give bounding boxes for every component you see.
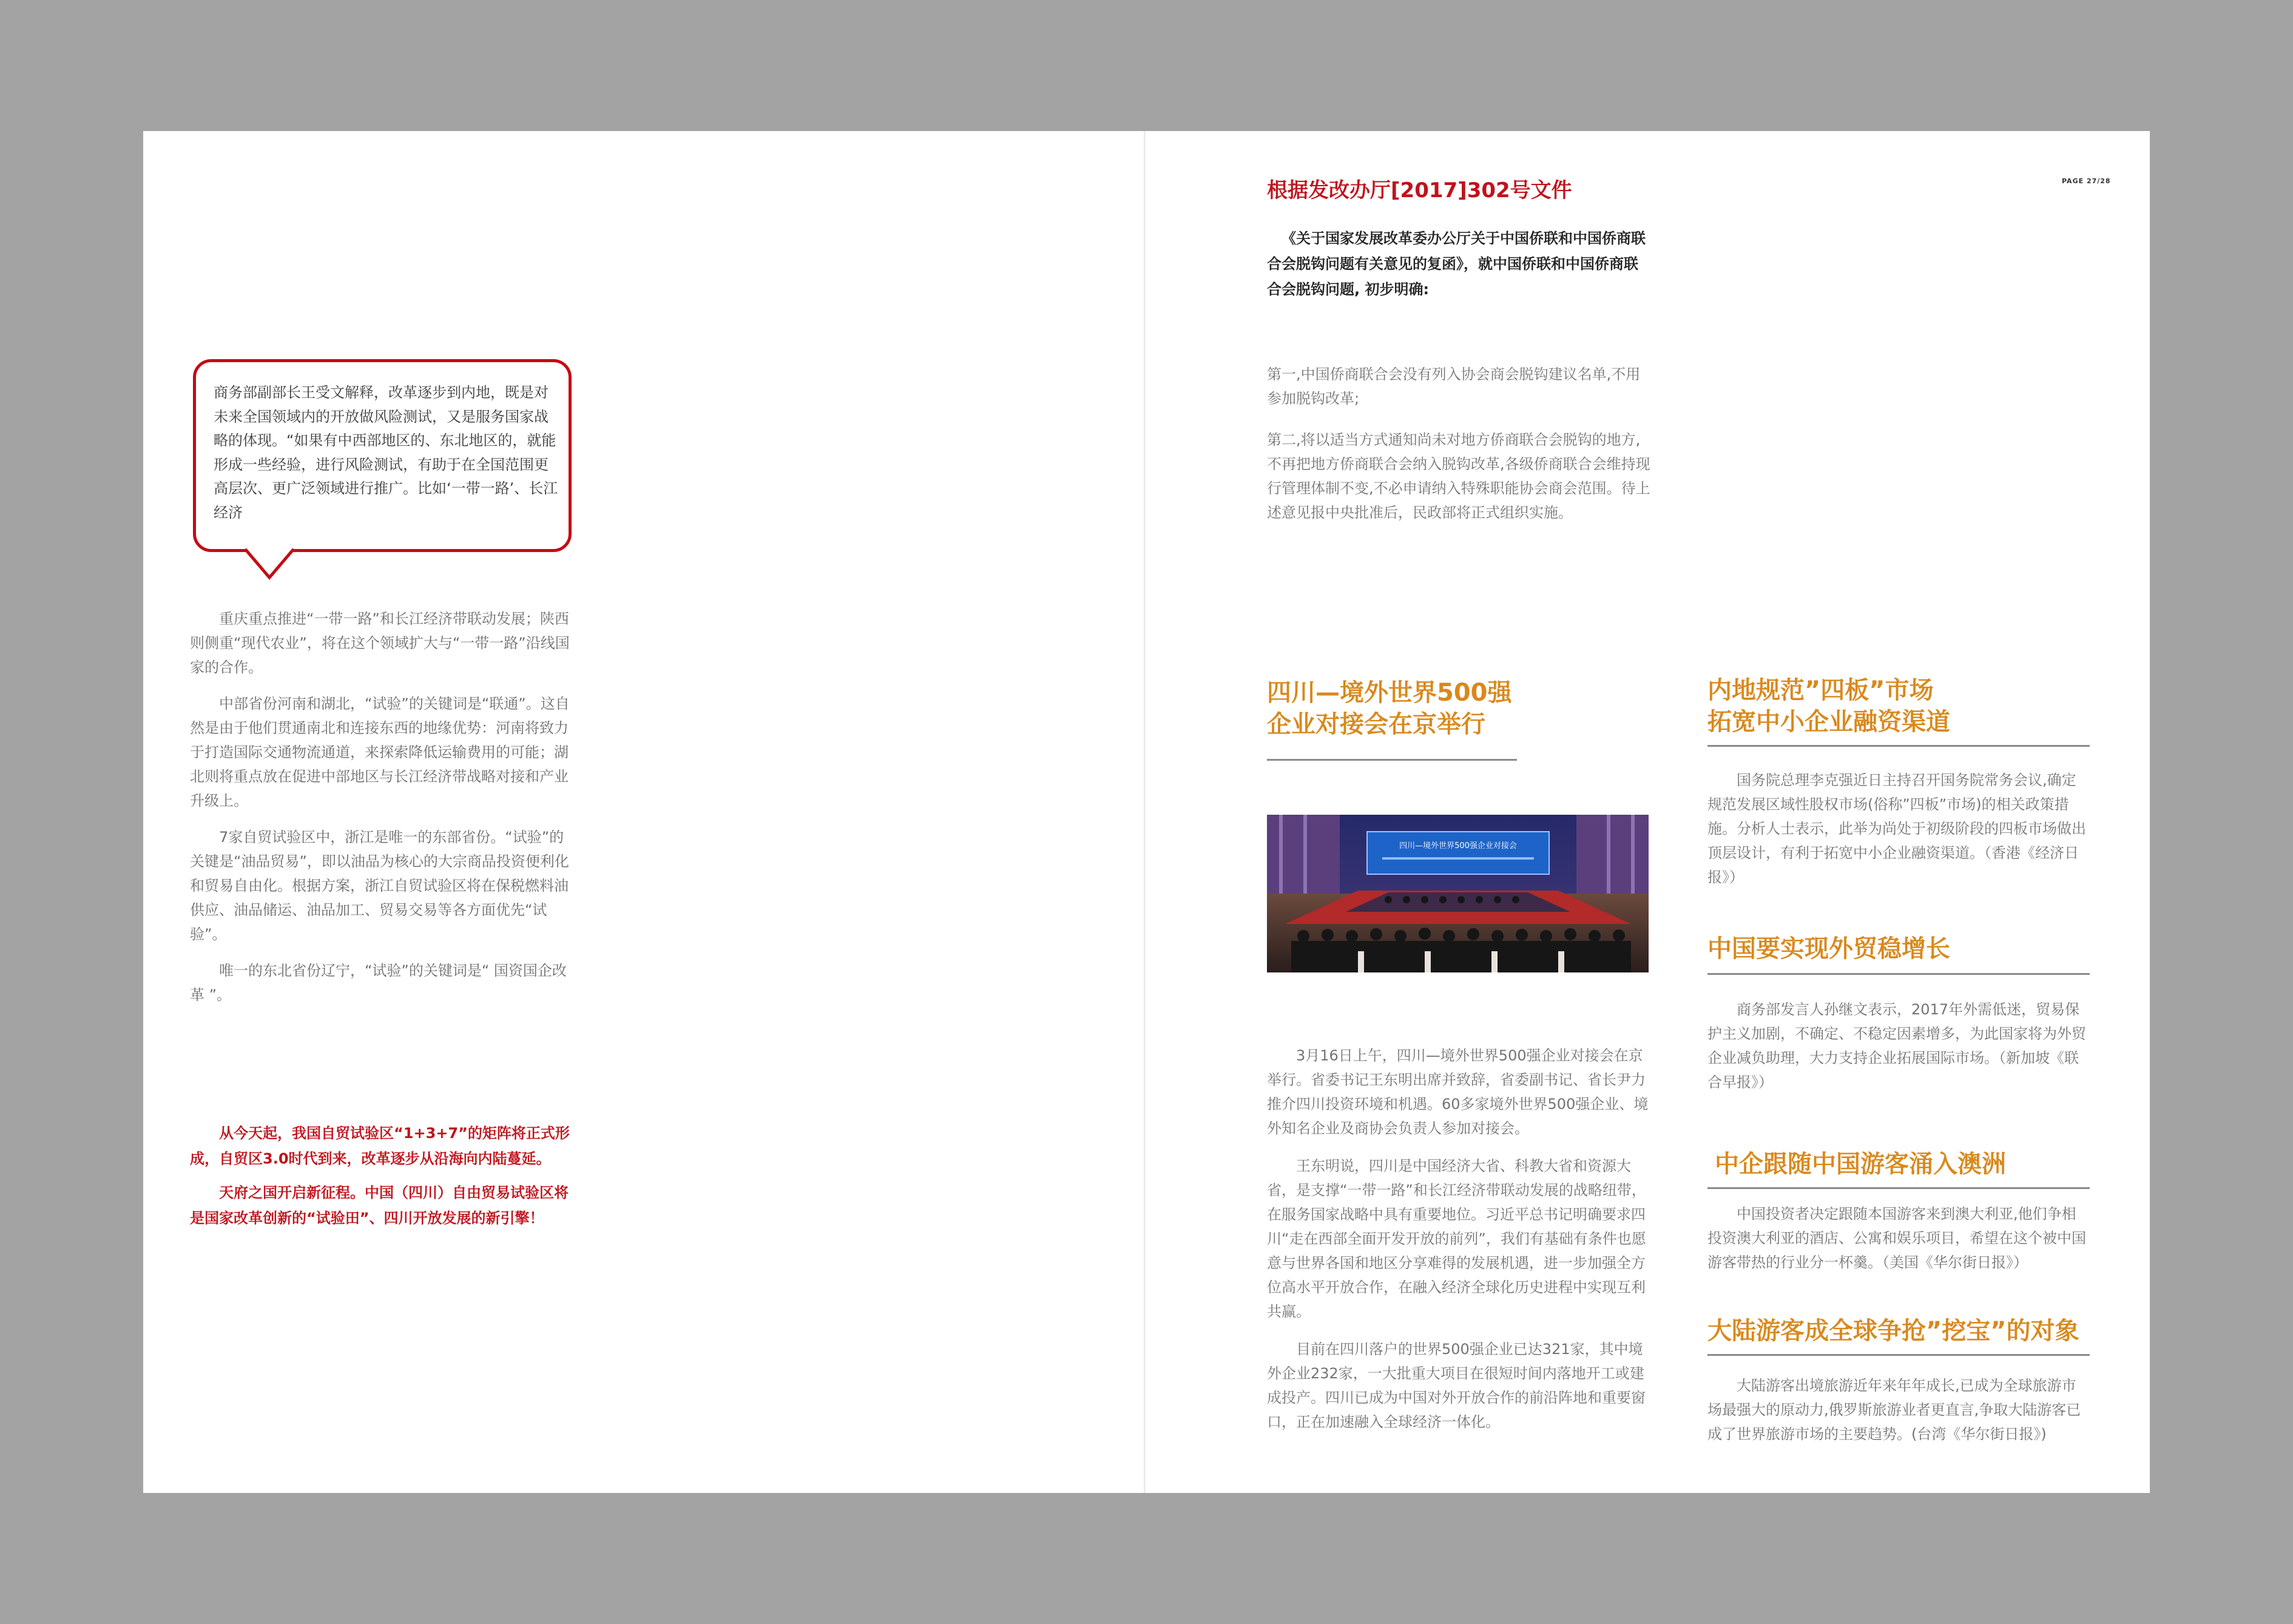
news-text: 国务院总理李克强近日主持召开国务院常务会议,确定规范发展区域性股权市场(俗称”四板”市场)的相关政策措施。分析人士表示，此举为尚处于初级阶段的四板市场做出顶层设计，有利于拓宽中小企业融资渠道。（香港《经济日报》） (1707, 772, 2086, 886)
feature-paragraph: 3月16日上午，四川—境外世界500强企业对接会在京举行。省委书记王东明出席并致辞，省委副书记、省长尹力推介四川投资环境和机遇。60多家境外世界500强企业、境外知名企业及商协会负责人参加对接会。 (1267, 1047, 1649, 1137)
photo-banner-text: 四川—境外世界500强企业对接会 (1399, 841, 1517, 851)
news-heading-rule (1707, 745, 2090, 747)
left-paragraph: 中部省份河南和湖北，“试验”的关键词是“联通”。这自然是由于他们贯通南北和连接东西的地缘优势：河南将致力于打造国际交通物流通道，来探索降低运输费用的可能；湖北则将重点放在促进中部地区与长江经济带战略对接和产业升级上。 (190, 695, 570, 809)
points-block (1267, 362, 1650, 525)
feature-heading-line: 企业对接会在京举行 (1267, 710, 1485, 738)
conference-photo (1267, 815, 1649, 972)
left-body-column (190, 607, 573, 1007)
page-spine (1144, 131, 1146, 1493)
quote-bubble-text: 商务部副部长王受文解释，改革逐步到内地，既是对未来全国领域内的开放做风险测试，又是服务国家战略的体现。“如果有中西部地区的、东北地区的，就能形成一些经验，进行风险测试，有助于在全国范围更高层次、更广泛领域进行推广。比如‘一带一路’、长江经济 (214, 384, 558, 521)
news-text: 中国投资者决定跟随本国游客来到澳大利亚,他们争相投资澳大利亚的酒店、公寓和娱乐项目，希望在这个被中国游客带热的行业分一杯羹。（美国《华尔街日报》） (1707, 1205, 2086, 1271)
left-paragraph: 重庆重点推进“一带一路”和长江经济带联动发展；陕西则侧重“现代农业”，将在这个领域扩大与“一带一路”沿线国家的合作。 (190, 610, 570, 676)
left-paragraph: 唯一的东北省份辽宁，“试验”的关键词是“ 国资国企改革 ”。 (190, 962, 567, 1003)
news-heading-rule (1707, 1187, 2090, 1189)
page-number: PAGE 27/28 (2062, 177, 2111, 185)
news-heading: 中国要实现外贸稳增长 (1707, 935, 1950, 963)
feature-paragraph: 王东明说，四川是中国经济大省、科教大省和资源大省，是支撑“一带一路”和长江经济带联动发展的战略纽带，在服务国家战略中具有重要地位。习近平总书记明确要求四川“走在西部全面开发开放的前列”，我们有基础有条件也愿意与世界各国和地区分享难得的发展机遇，进一步加强全方位高水平开放合作，在融入经济全球化历史进程中实现互利共赢。 (1267, 1157, 1646, 1320)
news-heading-rule (1707, 973, 2090, 975)
news-heading-line: 拓宽中小企业融资渠道 (1707, 708, 1950, 736)
left-paragraph: 7家自贸试验区中，浙江是唯一的东部省份。“试验”的关键是“油品贸易”，即以油品为核心的大宗商品投资便利化和贸易自由化。根据方案，浙江自贸试验区将在保税燃料油供应、油品储运、油品加工、贸易交易等各方面优先“试验”。 (190, 829, 569, 943)
news-heading (1707, 675, 1950, 738)
feature-body (1267, 1043, 1650, 1434)
red-highlight-paragraph: 天府之国开启新征程。中国（四川）自由贸易试验区将是国家改革创新的“试验田”、四川开放发展的新引擎！ (190, 1184, 569, 1227)
news-heading-line: 内地规范”四板”市场 (1707, 676, 1934, 704)
news-text: 大陆游客出境旅游近年来年年成长,已成为全球旅游市场最强大的原动力,俄罗斯旅游业者更直言,争取大陆游客已成了世界旅游市场的主要趋势。(台湾《华尔街日报》) (1707, 1377, 2081, 1443)
news-heading-rule (1707, 1354, 2090, 1356)
red-highlight-paragraph: 从今天起，我国自贸试验区“1+3+7”的矩阵将正式形成，自贸区3.0时代到来，改革逐步从沿海向内陆蔓延。 (190, 1125, 570, 1167)
news-heading: 中企跟随中国游客涌入澳洲 (1715, 1150, 2006, 1178)
feature-heading-line: 四川—境外世界500强 (1267, 679, 1512, 707)
feature-heading (1267, 677, 1512, 740)
feature-paragraph: 目前在四川落户的世界500强企业已达321家，其中境外企业232家，一大批重大项目在很短时间内落地开工或建成投产。四川已成为中国对外开放合作的前沿阵地和重要窗口，正在加速融入全球经济一体化。 (1267, 1341, 1646, 1430)
document-title: 根据发改办厅[2017]302号文件 (1267, 178, 1572, 203)
news-text: 商务部发言人孙继文表示，2017年外需低迷，贸易保护主义加剧，不确定、不稳定因素增多，为此国家将为外贸企业减负助理，大力支持企业拓展国际市场。（新加坡《联合早报》） (1707, 1001, 2086, 1091)
news-heading: 大陆游客成全球争抢”挖宝”的对象 (1707, 1317, 2079, 1345)
quote-bubble-tail-icon (245, 548, 294, 580)
lead-paragraph: 《关于国家发展改革委办公厅关于中国侨联和中国侨商联合会脱钩问题有关意见的复函》，就中国侨联和中国侨商联合会脱钩问题, 初步明确: (1267, 230, 1646, 298)
left-red-highlights (190, 1120, 575, 1231)
point-paragraph: 第一,中国侨商联合会没有列入协会商会脱钩建议名单,不用参加脱钩改革; (1267, 366, 1641, 407)
feature-heading-rule (1267, 759, 1517, 761)
point-paragraph: 第二,将以适当方式通知尚未对地方侨商联合会脱钩的地方,不再把地方侨商联合会纳入脱钩改革,各级侨商联合会维持现行管理体制不变,不必申请纳入特殊职能协会商会范围。待上述意见报中央批准后，民政部将正式组织实施。 (1267, 431, 1650, 521)
